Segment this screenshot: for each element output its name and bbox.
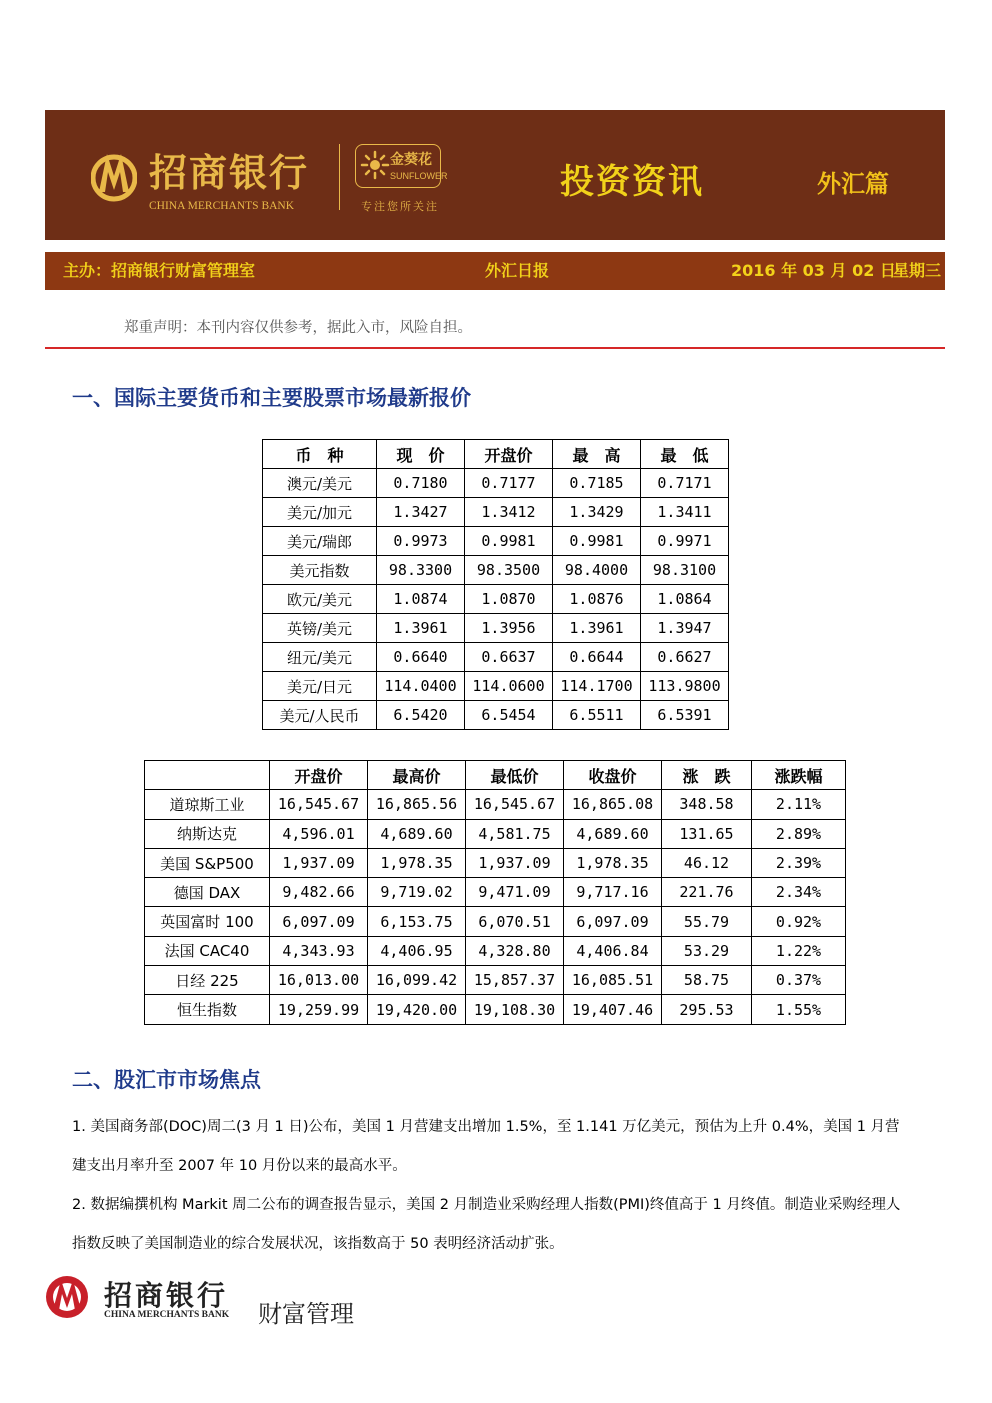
fx-cell: 0.9981 [553,527,641,556]
fx-cell: 0.6637 [465,643,553,672]
stock-cell: 1,937.09 [466,848,564,877]
stock-row [145,907,846,936]
brand-logo-area [91,136,448,218]
fx-cell: 0.7171 [641,469,729,498]
stock-cell: 16,865.56 [368,790,466,819]
stock-cell: 16,865.08 [564,790,662,819]
fx-cell: 0.7180 [377,469,465,498]
fx-row-label: 美元/加元 [263,498,377,527]
fx-cell: 6.5420 [377,701,465,730]
header-banner [45,110,945,240]
sunflower-name-cn: 金葵花 [390,152,432,168]
fx-row-label: 英镑/美元 [263,614,377,643]
fx-cell: 1.3961 [377,614,465,643]
stock-cell: 4,343.93 [270,936,368,965]
stock-row-label: 德国 DAX [145,878,270,907]
footer-cmb-logo-icon [44,1272,90,1322]
stock-cell: 221.76 [662,878,752,907]
fx-cell: 1.0864 [641,585,729,614]
stock-cell: 15,857.37 [466,966,564,995]
stock-row [145,848,846,877]
fx-cell: 1.3947 [641,614,729,643]
fx-cell: 98.3100 [641,556,729,585]
stock-cell: 16,099.42 [368,966,466,995]
fx-row [263,498,729,527]
stock-cell: 1,978.35 [368,848,466,877]
stock-cell: 16,013.00 [270,966,368,995]
stock-cell: 348.58 [662,790,752,819]
fx-row [263,672,729,701]
stock-index-table [144,760,846,1025]
stock-header-cell: 涨跌幅 [752,761,846,790]
fx-row-label: 美元/瑞郎 [263,527,377,556]
stock-cell: 6,097.09 [270,907,368,936]
stock-row [145,819,846,848]
stock-cell: 4,406.95 [368,936,466,965]
fx-cell: 1.3956 [465,614,553,643]
fx-header-cell: 现 价 [377,440,465,469]
fx-cell: 98.4000 [553,556,641,585]
page-title: 投资资讯 [560,162,704,202]
stock-cell: 4,581.75 [466,819,564,848]
fx-row-label: 美元/人民币 [263,701,377,730]
fx-header-cell: 最 高 [553,440,641,469]
fx-header-cell: 最 低 [641,440,729,469]
stock-cell: 16,085.51 [564,966,662,995]
stock-row [145,878,846,907]
sunflower-name-en: SUNFLOWER [390,171,448,181]
fx-row-label: 美元指数 [263,556,377,585]
news-paragraph-2: 2. 数据编撰机构 Markit 周二公布的调查报告显示，美国 2 月制造业采购经理人指数(PMI)终值高于 1 月终值。制造业采购经理人指数反映了美国制造业的综合发展状况，该指数高于 50 表明经济活动扩张。 [72,1197,901,1252]
stock-cell: 4,596.01 [270,819,368,848]
stock-cell: 4,328.80 [466,936,564,965]
fx-cell: 1.3412 [465,498,553,527]
stock-cell: 58.75 [662,966,752,995]
fx-cell: 0.9973 [377,527,465,556]
report-name: 外汇日报 [485,261,550,280]
fx-cell: 0.6640 [377,643,465,672]
fx-cell: 6.5454 [465,701,553,730]
stock-header-cell: 涨 跌 [662,761,752,790]
fx-cell: 0.6644 [553,643,641,672]
stock-cell: 16,545.67 [466,790,564,819]
stock-row [145,790,846,819]
fx-row-label: 纽元/美元 [263,643,377,672]
fx-cell: 0.7185 [553,469,641,498]
stock-cell: 2.89% [752,819,846,848]
stock-cell: 1,978.35 [564,848,662,877]
fx-cell: 114.0600 [465,672,553,701]
footer-brand-cn: 招商银行 [104,1279,229,1312]
logo-divider [339,144,340,210]
stock-row [145,936,846,965]
stock-header-cell: 最高价 [368,761,466,790]
stock-table-body [145,790,846,1024]
fx-cell: 1.3411 [641,498,729,527]
fx-row [263,469,729,498]
stock-cell: 4,406.84 [564,936,662,965]
report-weekday: 星期三 [893,261,942,280]
stock-cell: 16,545.67 [270,790,368,819]
stock-row [145,966,846,995]
stock-row-label: 恒生指数 [145,995,270,1024]
stock-cell: 131.65 [662,819,752,848]
fx-cell: 114.0400 [377,672,465,701]
stock-row-label: 英国富时 100 [145,907,270,936]
stock-cell: 1,937.09 [270,848,368,877]
stock-cell: 4,689.60 [564,819,662,848]
sunflower-slogan: 专注您所关注 [361,200,439,213]
stock-header-cell: 开盘价 [270,761,368,790]
stock-cell: 9,719.02 [368,878,466,907]
fx-cell: 0.7177 [465,469,553,498]
fx-cell: 1.3427 [377,498,465,527]
fx-row [263,614,729,643]
stock-row-label: 道琼斯工业 [145,790,270,819]
fx-header-cell: 币 种 [263,440,377,469]
stock-cell: 19,420.00 [368,995,466,1024]
fx-table-header-row [263,440,729,469]
stock-row-label: 美国 S&P500 [145,848,270,877]
stock-cell: 1.22% [752,936,846,965]
section-title-focus: 二、股汇市市场焦点 [72,1068,261,1092]
fx-cell: 113.9800 [641,672,729,701]
fx-cell: 0.6627 [641,643,729,672]
brand-name-cn: 招商银行 [149,151,310,195]
stock-table-header-row [145,761,846,790]
stock-row-label: 日经 225 [145,966,270,995]
stock-row-label: 纳斯达克 [145,819,270,848]
stock-cell: 55.79 [662,907,752,936]
fx-cell: 6.5391 [641,701,729,730]
stock-cell: 2.34% [752,878,846,907]
fx-cell: 98.3300 [377,556,465,585]
fx-cell: 0.9971 [641,527,729,556]
fx-row-label: 美元/日元 [263,672,377,701]
stock-cell: 6,070.51 [466,907,564,936]
stock-cell: 9,717.16 [564,878,662,907]
stock-cell: 0.92% [752,907,846,936]
fx-cell: 1.0870 [465,585,553,614]
page-subtitle: 外汇篇 [817,170,889,198]
stock-cell: 19,407.46 [564,995,662,1024]
fx-row [263,643,729,672]
footer-brand-en: CHINA MERCHANTS BANK [104,1310,230,1320]
stock-cell: 9,471.09 [466,878,564,907]
stock-header-cell [145,761,270,790]
fx-quote-table [262,439,729,730]
fx-table-body [263,469,729,730]
footer-wealth-management: 财富管理 [258,1300,354,1328]
stock-row-label: 法国 CAC40 [145,936,270,965]
divider-line [45,347,945,349]
stock-row [145,995,846,1024]
stock-cell: 9,482.66 [270,878,368,907]
report-date: 2016 年 03 月 02 日 [731,261,896,280]
info-bar [45,252,945,290]
fx-cell: 98.3500 [465,556,553,585]
stock-cell: 19,108.30 [466,995,564,1024]
fx-cell: 1.0874 [377,585,465,614]
fx-cell: 6.5511 [553,701,641,730]
fx-cell: 1.3961 [553,614,641,643]
publisher: 主办：招商银行财富管理室 [63,261,256,280]
disclaimer: 郑重声明：本刊内容仅供参考，据此入市，风险自担。 [124,320,472,336]
stock-cell: 4,689.60 [368,819,466,848]
fx-row [263,527,729,556]
stock-cell: 1.55% [752,995,846,1024]
stock-cell: 2.39% [752,848,846,877]
news-paragraph-1: 1. 美国商务部(DOC)周二(3 月 1 日)公布，美国 1 月营建支出增加 1.5%，至 1.141 万亿美元，预估为上升 0.4%，美国 1 月营建支出月率升至 2007 年 10 月份以来的最高水平。 [72,1119,900,1174]
fx-cell: 1.3429 [553,498,641,527]
stock-cell: 2.11% [752,790,846,819]
stock-cell: 53.29 [662,936,752,965]
stock-cell: 6,097.09 [564,907,662,936]
fx-row-label: 欧元/美元 [263,585,377,614]
fx-row [263,701,729,730]
stock-header-cell: 最低价 [466,761,564,790]
sunflower-icon [360,150,390,180]
fx-cell: 114.1700 [553,672,641,701]
stock-cell: 295.53 [662,995,752,1024]
fx-row [263,556,729,585]
stock-cell: 0.37% [752,966,846,995]
fx-header-cell: 开盘价 [465,440,553,469]
brand-name-en: CHINA MERCHANTS BANK [149,200,295,212]
fx-row-label: 澳元/美元 [263,469,377,498]
sunflower-badge [355,144,448,188]
fx-cell: 0.9981 [465,527,553,556]
stock-cell: 19,259.99 [270,995,368,1024]
stock-header-cell: 收盘价 [564,761,662,790]
fx-row [263,585,729,614]
cmb-logo-icon [91,140,137,210]
stock-cell: 6,153.75 [368,907,466,936]
section-title-quotes: 一、国际主要货币和主要股票市场最新报价 [72,386,471,410]
stock-cell: 46.12 [662,848,752,877]
fx-cell: 1.0876 [553,585,641,614]
